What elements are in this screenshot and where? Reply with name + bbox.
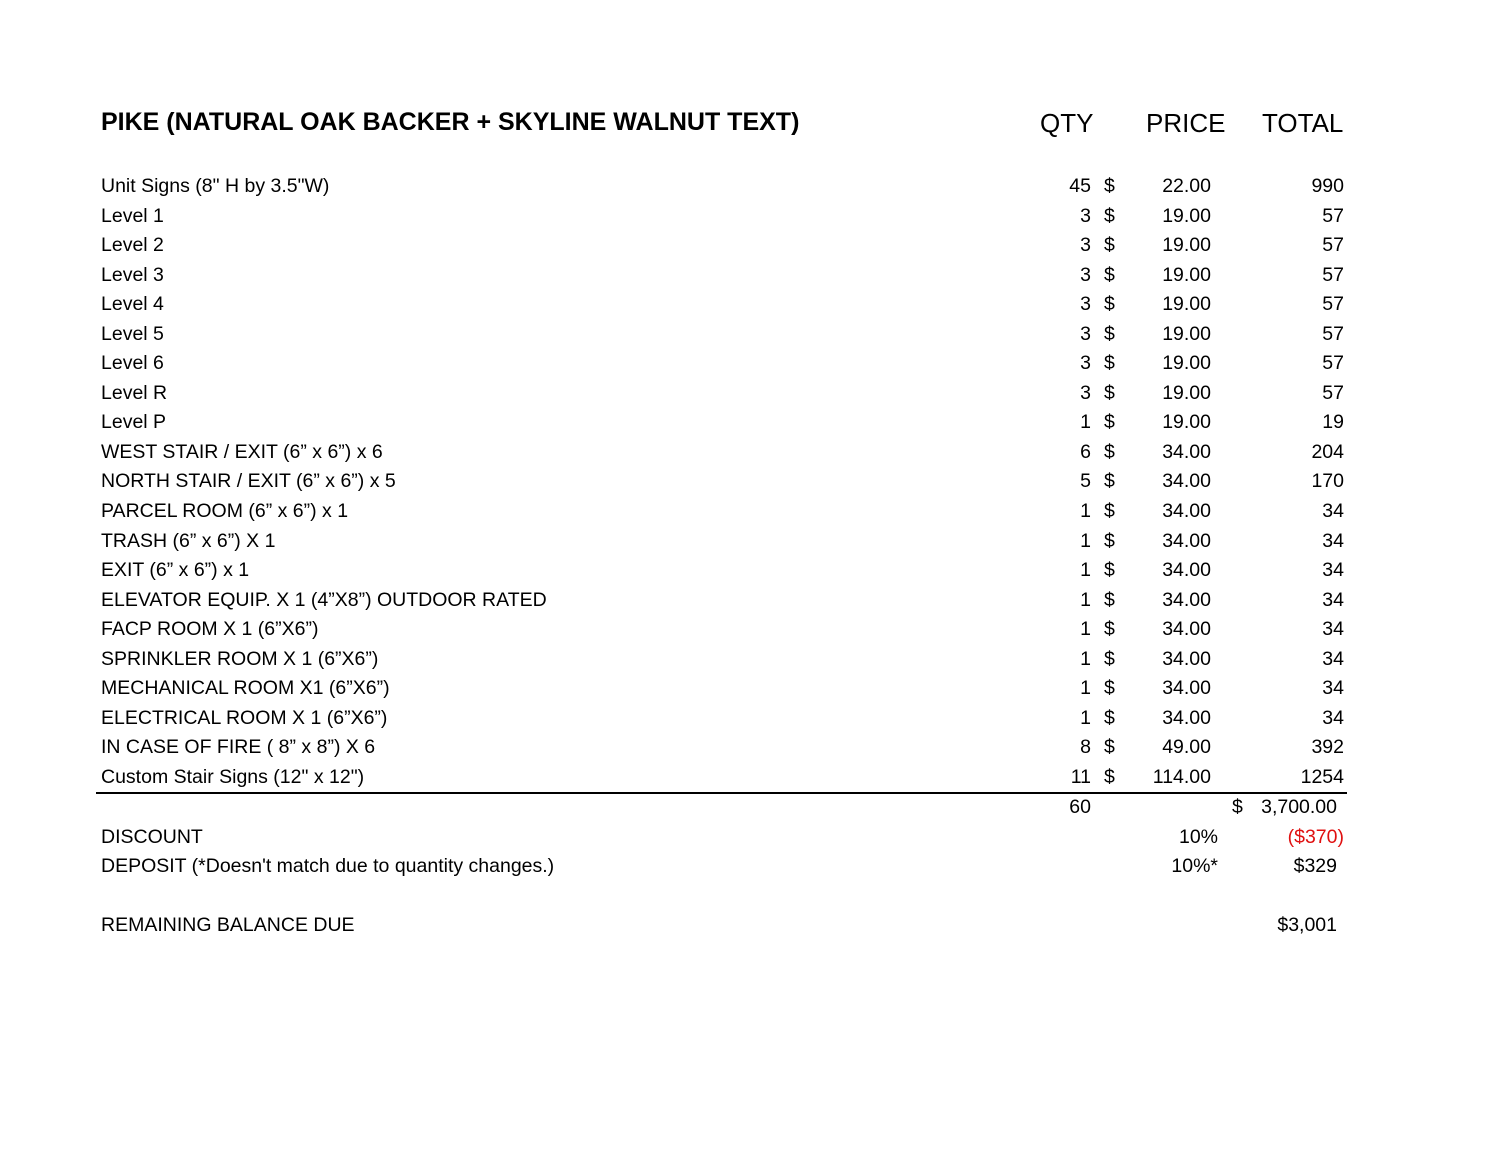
line-item-currency: $	[1104, 677, 1115, 700]
balance-amount: $3,001	[1277, 914, 1337, 936]
line-item-row	[0, 527, 1500, 557]
line-item-total: 57	[1322, 234, 1344, 257]
line-item-description: WEST STAIR / EXIT (6” x 6”) x 6	[101, 440, 383, 463]
line-item-row	[0, 172, 1500, 202]
line-item-currency: $	[1104, 529, 1115, 552]
line-item-qty: 3	[1080, 322, 1091, 345]
line-item-price: 34.00	[1162, 618, 1211, 641]
line-item-price: 19.00	[1162, 411, 1211, 434]
line-item-qty: 3	[1080, 204, 1091, 227]
line-item-total: 19	[1322, 411, 1344, 434]
discount-row	[0, 823, 1500, 853]
line-item-description: NORTH STAIR / EXIT (6” x 6”) x 5	[101, 470, 396, 493]
line-item-qty: 5	[1080, 470, 1091, 493]
line-item-description: Custom Stair Signs (12" x 12")	[101, 765, 365, 788]
line-item-qty: 6	[1080, 440, 1091, 463]
invoice-title: PIKE (NATURAL OAK BACKER + SKYLINE WALNUT TEXT)	[101, 108, 800, 136]
line-item-price: 34.00	[1162, 440, 1211, 463]
line-item-currency: $	[1104, 500, 1115, 523]
column-header-qty: QTY	[1040, 108, 1094, 138]
line-item-total: 34	[1322, 706, 1344, 729]
line-item-total: 57	[1322, 204, 1344, 227]
line-item-currency: $	[1104, 234, 1115, 257]
line-item-row	[0, 586, 1500, 616]
line-item-currency: $	[1104, 411, 1115, 434]
line-item-total: 34	[1322, 529, 1344, 552]
column-header-total: TOTAL	[1262, 108, 1344, 138]
line-item-qty: 1	[1080, 559, 1091, 582]
line-item-row	[0, 763, 1500, 793]
line-item-price: 49.00	[1162, 736, 1211, 759]
line-item-qty: 3	[1080, 293, 1091, 316]
line-item-currency: $	[1104, 204, 1115, 227]
line-item-currency: $	[1104, 559, 1115, 582]
line-item-qty: 3	[1080, 234, 1091, 257]
line-item-qty: 1	[1080, 706, 1091, 729]
deposit-percent: 10%*	[1171, 855, 1218, 877]
line-item-qty: 1	[1080, 500, 1091, 523]
line-item-currency: $	[1104, 381, 1115, 404]
deposit-amount: $329	[1293, 855, 1337, 877]
line-item-qty: 1	[1080, 588, 1091, 611]
line-items	[0, 172, 1500, 792]
discount-percent: 10%	[1178, 825, 1218, 848]
line-item-description: Unit Signs (8" H by 3.5"W)	[101, 175, 330, 197]
line-item-row	[0, 674, 1500, 704]
line-item-currency: $	[1104, 175, 1115, 197]
line-item-qty: 3	[1080, 263, 1091, 286]
line-item-qty: 11	[1070, 765, 1091, 788]
line-item-total: 34	[1322, 647, 1344, 670]
line-item-price: 34.00	[1162, 500, 1211, 523]
subtotal-currency: $	[1232, 796, 1243, 818]
line-item-row	[0, 408, 1500, 438]
line-item-qty: 1	[1080, 411, 1091, 434]
line-item-price: 34.00	[1162, 470, 1211, 493]
summary-section	[0, 793, 1500, 882]
line-item-price: 19.00	[1162, 204, 1211, 227]
line-item-qty: 1	[1080, 647, 1091, 670]
line-item-description: SPRINKLER ROOM X 1 (6”X6”)	[101, 647, 379, 670]
line-item-currency: $	[1104, 263, 1115, 286]
line-item-currency: $	[1104, 352, 1115, 375]
line-item-description: Level 4	[101, 293, 164, 316]
line-item-description: FACP ROOM X 1 (6”X6”)	[101, 618, 319, 641]
line-item-row	[0, 645, 1500, 675]
line-item-price: 34.00	[1162, 677, 1211, 700]
line-item-total: 57	[1322, 381, 1344, 404]
line-item-price: 19.00	[1162, 352, 1211, 375]
line-item-currency: $	[1104, 618, 1115, 641]
line-item-currency: $	[1104, 440, 1115, 463]
line-item-row	[0, 615, 1500, 645]
line-item-description: Level 1	[101, 204, 164, 227]
discount-amount: ($370)	[1287, 825, 1344, 848]
line-item-row	[0, 290, 1500, 320]
line-item-price: 34.00	[1162, 647, 1211, 670]
line-item-currency: $	[1104, 765, 1115, 788]
line-item-description: PARCEL ROOM (6” x 6”) x 1	[101, 500, 349, 523]
line-item-price: 19.00	[1162, 381, 1211, 404]
line-item-currency: $	[1104, 736, 1115, 759]
line-item-currency: $	[1104, 647, 1115, 670]
line-item-qty: 1	[1080, 618, 1091, 641]
line-item-qty: 45	[1069, 175, 1091, 197]
line-item-row	[0, 556, 1500, 586]
line-item-row	[0, 261, 1500, 291]
line-item-price: 34.00	[1162, 588, 1211, 611]
line-item-total: 204	[1311, 440, 1344, 463]
balance-label: REMAINING BALANCE DUE	[101, 914, 355, 936]
line-item-price: 19.00	[1162, 263, 1211, 286]
line-item-price: 19.00	[1162, 234, 1211, 257]
line-item-total: 990	[1311, 175, 1344, 197]
line-item-description: ELEVATOR EQUIP. X 1 (4”X8”) OUTDOOR RATED	[101, 588, 547, 611]
line-item-row	[0, 202, 1500, 232]
column-header-price: PRICE	[1146, 108, 1226, 138]
line-item-qty: 1	[1080, 529, 1091, 552]
line-item-description: TRASH (6” x 6”) X 1	[101, 529, 276, 552]
line-item-currency: $	[1104, 293, 1115, 316]
line-item-description: IN CASE OF FIRE ( 8” x 8”) X 6	[101, 736, 376, 759]
line-item-description: MECHANICAL ROOM X1 (6”X6”)	[101, 677, 390, 700]
line-item-description: EXIT (6” x 6”) x 1	[101, 559, 250, 582]
subtotal-total: 3,700.00	[1261, 796, 1337, 818]
line-item-total: 34	[1322, 559, 1344, 582]
deposit-row	[0, 852, 1500, 882]
line-item-qty: 3	[1080, 352, 1091, 375]
subtotal-row	[0, 793, 1500, 823]
line-item-price: 34.00	[1162, 559, 1211, 582]
line-item-total: 57	[1322, 322, 1344, 345]
line-item-total: 34	[1322, 588, 1344, 611]
line-item-total: 34	[1322, 500, 1344, 523]
line-item-total: 34	[1322, 618, 1344, 641]
line-item-price: 22.00	[1162, 175, 1211, 197]
line-item-currency: $	[1104, 588, 1115, 611]
line-item-row	[0, 379, 1500, 409]
line-item-row	[0, 320, 1500, 350]
discount-label: DISCOUNT	[101, 825, 203, 848]
line-item-currency: $	[1104, 470, 1115, 493]
line-item-description: ELECTRICAL ROOM X 1 (6”X6”)	[101, 706, 388, 729]
line-item-qty: 8	[1080, 736, 1091, 759]
line-item-qty: 1	[1080, 677, 1091, 700]
line-item-price: 19.00	[1162, 322, 1211, 345]
line-item-total: 57	[1322, 293, 1344, 316]
line-item-currency: $	[1104, 322, 1115, 345]
line-item-qty: 3	[1080, 381, 1091, 404]
line-item-description: Level 5	[101, 322, 164, 345]
deposit-label: DEPOSIT (*Doesn't match due to quantity changes.)	[101, 855, 555, 877]
line-item-row	[0, 231, 1500, 261]
line-item-row	[0, 438, 1500, 468]
line-item-description: Level 3	[101, 263, 164, 286]
line-item-total: 57	[1322, 352, 1344, 375]
line-item-price: 19.00	[1162, 293, 1211, 316]
line-item-row	[0, 467, 1500, 497]
line-item-total: 34	[1322, 677, 1344, 700]
line-item-description: Level 6	[101, 352, 164, 375]
line-item-price: 34.00	[1162, 529, 1211, 552]
line-item-row	[0, 704, 1500, 734]
line-item-currency: $	[1104, 706, 1115, 729]
line-item-row	[0, 497, 1500, 527]
line-item-total: 392	[1311, 736, 1344, 759]
line-item-description: Level P	[101, 411, 167, 434]
line-item-price: 34.00	[1162, 706, 1211, 729]
line-item-price: 114.00	[1152, 765, 1211, 788]
line-item-description: Level R	[101, 381, 168, 404]
line-item-total: 1254	[1300, 765, 1344, 788]
line-item-total: 57	[1322, 263, 1344, 286]
line-item-row	[0, 733, 1500, 763]
line-item-total: 170	[1311, 470, 1344, 493]
balance-row	[0, 910, 1500, 940]
subtotal-qty: 60	[1069, 796, 1091, 818]
line-item-description: Level 2	[101, 234, 164, 257]
line-item-row	[0, 349, 1500, 379]
invoice-header	[0, 104, 1500, 144]
